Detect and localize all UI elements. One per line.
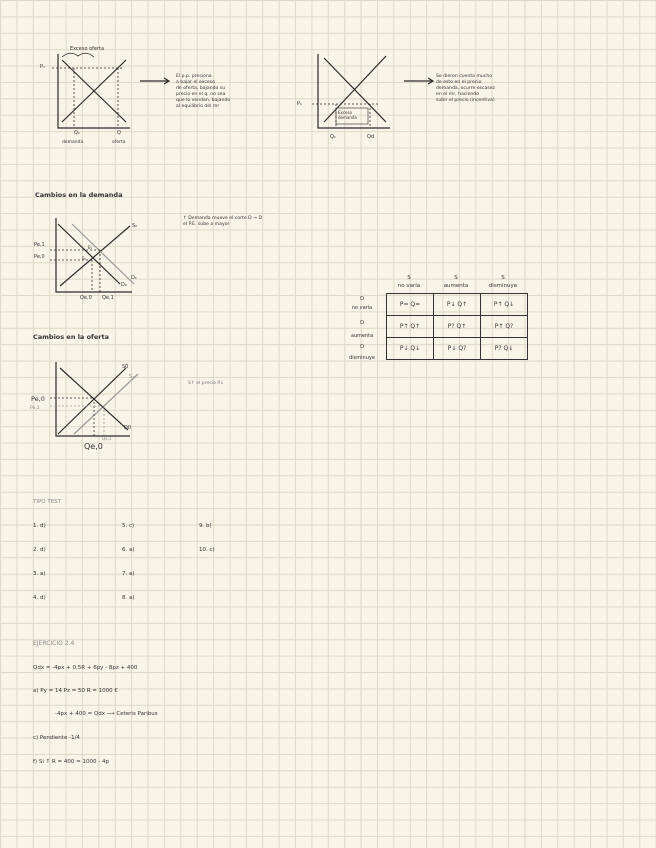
arrow-right-icon-2	[404, 77, 438, 85]
test-item-6	[122, 547, 135, 554]
test-item-number: 5.	[122, 523, 128, 529]
table-col-header-2: aumenta	[443, 283, 469, 289]
test-item-answer: a)	[129, 595, 135, 601]
arrow-right-icon	[140, 77, 174, 85]
graph3-e0: E₀	[82, 256, 87, 261]
table-cell: P? Q↑	[434, 316, 481, 338]
ejercicio-line-2a: a) Py = 14 Pz = 50 R = 1000 €	[33, 688, 118, 694]
ejercicio-line-4: f) Si ↑ R = 400 = 1000 - 4p	[33, 759, 109, 765]
ejercicio-title: EJERCICIO 2.4	[33, 640, 75, 647]
test-item-number: 7.	[122, 571, 128, 577]
table-col-top-2: S	[454, 275, 458, 281]
test-item-number: 6.	[122, 547, 128, 553]
test-item-answer: b)	[206, 523, 212, 529]
table-row	[387, 294, 528, 316]
note-demand: ↑ Demanda mueve el corte D → D el P.E. sube a mayor	[183, 216, 263, 227]
graph4-q1: Qe,1	[102, 436, 112, 441]
test-item-answer: d)	[40, 523, 46, 529]
graph3-p0: Pe,0	[34, 254, 45, 260]
test-item-10	[199, 547, 215, 554]
test-item-1	[33, 523, 46, 530]
graph2-box-label: Exceso demanda	[338, 110, 357, 120]
graph4-p0: Pe,0	[31, 395, 45, 403]
test-item-2	[33, 547, 46, 554]
table-row-top-1: D	[360, 296, 364, 302]
table-col-top-1: S	[407, 275, 411, 281]
graph3-d1: D₁	[131, 275, 137, 281]
graph1-top-label: Exceso oferta	[70, 46, 105, 52]
table-cell: P↓ Q↓	[387, 338, 434, 360]
ejercicio-line-2b: -4px + 400 = Qdx ⟶ Ceteris Paribus	[55, 711, 158, 717]
table-row-top-3: D	[360, 344, 364, 350]
graph4-s0: S0	[122, 364, 129, 370]
test-item-number: 9.	[199, 523, 205, 529]
note-exceso-oferta: El p.p. presiona a bajar el exceso de oferta, bajando su precio en el q. no sea que lo vendan, bajando al equilibrio del mr	[176, 74, 231, 109]
test-item-5	[122, 523, 134, 530]
table-cell: P↑ Q?	[481, 316, 528, 338]
test-item-3	[33, 571, 46, 578]
note-supply: S↑ el precio P↓	[188, 381, 225, 386]
graph4-s1: S₁	[129, 374, 135, 380]
table-cell: P↓ Q↑	[434, 294, 481, 316]
table-row-label-1: no varía	[351, 305, 373, 311]
table-col-header-3: disminuye	[488, 283, 518, 289]
graph1-q1-label: Q₁	[74, 130, 80, 136]
graph2-supply-demand	[310, 52, 400, 142]
test-item-answer: a)	[129, 571, 135, 577]
graph1-supply-demand	[50, 52, 140, 142]
tipo-test-title: TIPO TEST	[33, 499, 62, 505]
graph3-p1: Pe,1	[34, 242, 45, 248]
test-item-answer: a)	[40, 571, 46, 577]
table-row-top-2: D	[360, 320, 364, 326]
graph4-supply-shift	[48, 360, 148, 440]
table-cell: P↑ Q↑	[387, 316, 434, 338]
graph3-e1: E₁	[88, 245, 93, 250]
graph2-q2-label: Qd	[367, 134, 375, 140]
test-item-4	[33, 595, 46, 602]
note-exceso-demanda: Se dieron cuenta mucho de esto en el precio demanda, ocurre escasez en el mr, haciendo subir el precio (incentiva)	[436, 74, 495, 103]
ejercicio-line-1: Qdx = -4px + 0,5R + 6py - 8pz + 400	[33, 665, 138, 671]
table-row-label-3: disminuye	[349, 355, 375, 361]
graph1-q2-sub: oferta	[112, 140, 126, 145]
table-cell: P? Q↓	[481, 338, 528, 360]
test-item-number: 2.	[33, 547, 39, 553]
graph4-p1: Pe,1	[30, 406, 40, 411]
section-cambios-demanda: Cambios en la demanda	[35, 191, 123, 199]
test-item-9	[199, 523, 212, 530]
table-row	[387, 316, 528, 338]
graph3-q1: Qe,1	[102, 295, 114, 301]
graph3-d0: D₀	[121, 282, 127, 288]
graph1-q2-label: Q	[117, 130, 121, 136]
table-cell: P= Q=	[387, 294, 434, 316]
table-row-label-2: aumenta	[350, 333, 374, 339]
graph3-q0: Qe,0	[80, 295, 92, 301]
graph1-q1-sub: demanda	[62, 140, 84, 145]
graph2-q1-label: Q₁	[330, 134, 336, 140]
graph3-s0: S₀	[132, 223, 138, 229]
graph2-p-label: P₁	[297, 101, 303, 107]
section-cambios-oferta: Cambios en la oferta	[33, 333, 109, 341]
table-row	[387, 338, 528, 360]
test-item-answer: d)	[40, 595, 46, 601]
test-item-answer: a)	[129, 547, 135, 553]
table-cell: P↑ Q↓	[481, 294, 528, 316]
test-item-number: 10.	[199, 547, 208, 553]
test-item-answer: d)	[40, 547, 46, 553]
test-item-number: 1.	[33, 523, 39, 529]
graph4-d0: D0	[124, 425, 132, 431]
test-item-answer: c)	[129, 523, 135, 529]
graph4-q0: Qe,0	[84, 442, 103, 451]
test-item-number: 4.	[33, 595, 39, 601]
table-col-header-1: no varía	[397, 283, 421, 289]
test-item-answer: c)	[209, 547, 215, 553]
table-cell: P↓ Q?	[434, 338, 481, 360]
table-col-top-3: S	[501, 275, 505, 281]
test-item-7	[122, 571, 135, 578]
test-item-number: 3.	[33, 571, 39, 577]
test-item-8	[122, 595, 135, 602]
ejercicio-line-3: c) Pendiente -1/4	[33, 735, 80, 741]
graph1-p-label: P₁	[40, 64, 46, 70]
supply-demand-table	[386, 293, 528, 360]
test-item-number: 8.	[122, 595, 128, 601]
